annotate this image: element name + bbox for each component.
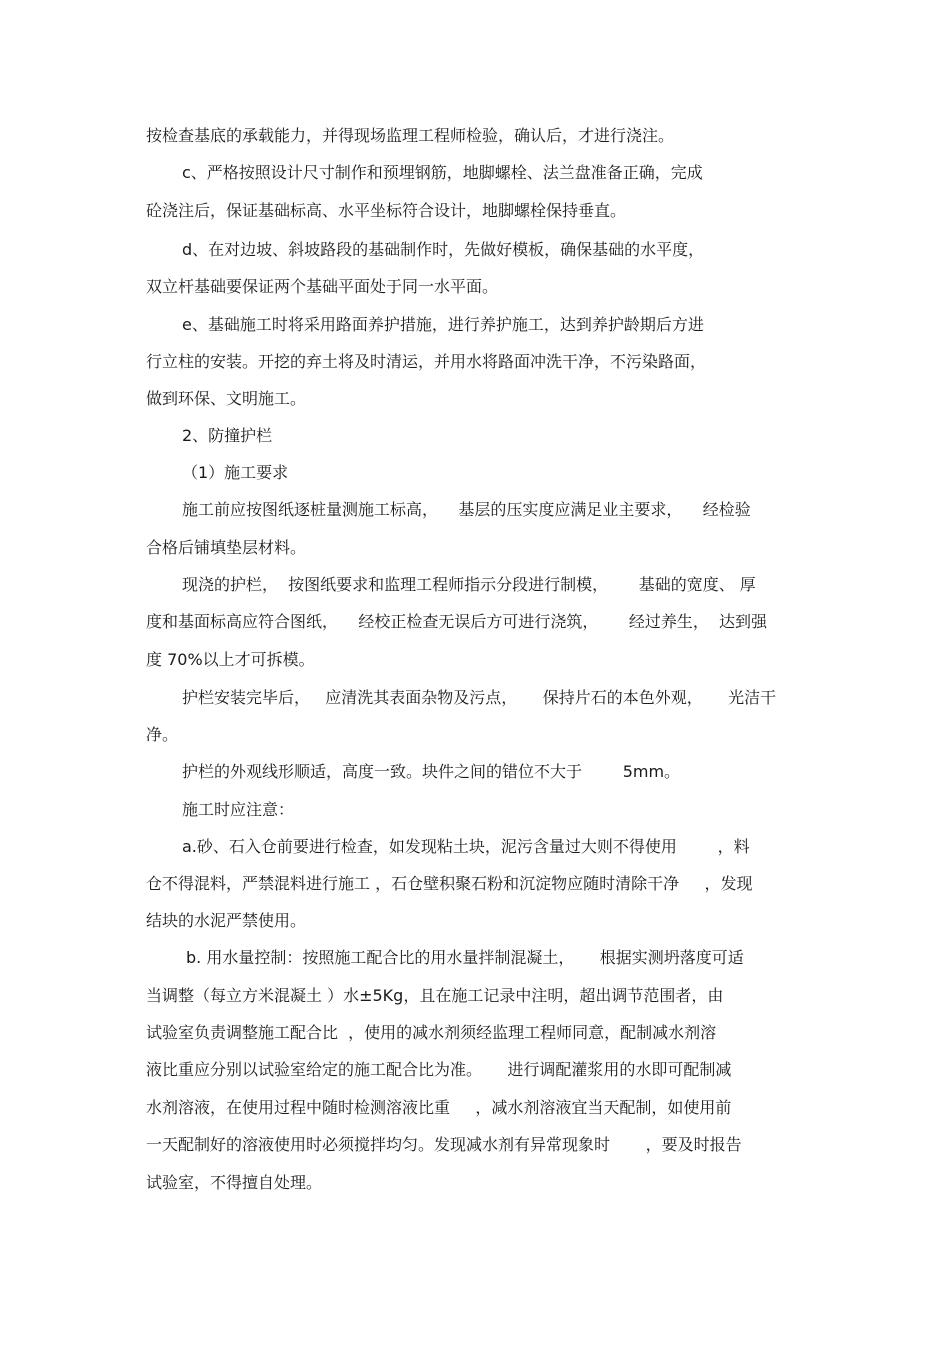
text-line: 一天配制好的溶液使用时必须搅拌均匀。发现减水剂有异常现象时 ，要及时报告 <box>146 1135 742 1154</box>
text-line: a.砂、石入仓前要进行检查，如发现粘土块，泥污含量过大则不得使用 ，料 <box>182 837 750 856</box>
text-line: 结块的水泥严禁使用。 <box>146 911 307 930</box>
text-line: 行立柱的安装。开挖的弃土将及时清运，并用水将路面冲洗干净，不污染路面， <box>146 352 707 371</box>
text-line: 护栏安装完毕后， 应清洗其表面杂物及污点， 保持片石的本色外观， 光洁干 <box>182 688 777 707</box>
text-line: 护栏的外观线形顺适，高度一致。块件之间的错位不大于 5mm。 <box>182 762 681 781</box>
text-line: c、严格按照设计尺寸制作和预埋钢筋，地脚螺栓、法兰盘准备正确，完成 <box>182 163 703 182</box>
text-line: b. 用水量控制：按照施工配合比的用水量拌制混凝土， 根据实测坍落度可适 <box>186 948 744 967</box>
text-line: 仓不得混料，严禁混料进行施工 ，石仓壁积聚石粉和沉淀物应随时清除干净 ，发现 <box>146 874 753 893</box>
text-line: 当调整（每立方米混凝土 ）水±5Kg，且在施工记录中注明，超出调节范围者，由 <box>146 986 724 1005</box>
text-line: 液比重应分别以试验室给定的施工配合比为准。 进行调配灌浆用的水即可配制减 <box>146 1060 732 1079</box>
text-line: 试验室负责调整施工配合比 ，使用的减水剂须经监理工程师同意，配制减水剂溶 <box>146 1023 717 1042</box>
subsection-heading: （1）施工要求 <box>182 463 289 482</box>
section-heading: 2、防撞护栏 <box>182 426 273 445</box>
text-line: 做到环保、文明施工。 <box>146 389 307 408</box>
text-line: 合格后铺填垫层材料。 <box>146 538 307 557</box>
text-line: 试验室，不得擅自处理。 <box>146 1173 323 1192</box>
text-line: 度 70%以上才可拆模。 <box>146 650 315 669</box>
text-line: 现浇的护栏， 按图纸要求和监理工程师指示分段进行制模， 基础的宽度、 厚 <box>182 575 756 594</box>
text-line: 水剂溶液，在使用过程中随时检测溶液比重 ，减水剂溶液宜当天配制，如使用前 <box>146 1098 732 1117</box>
text-line: d、在对边坡、斜坡路段的基础制作时，先做好模板，确保基础的水平度， <box>182 240 705 259</box>
text-line: 施工前应按图纸逐桩量测施工标高， 基层的压实度应满足业主要求， 经检验 <box>182 500 751 519</box>
text-line: 砼浇注后，保证基础标高、水平坐标符合设计，地脚螺栓保持垂直。 <box>146 201 627 220</box>
text-line: 双立杆基础要保证两个基础平面处于同一水平面。 <box>146 277 499 296</box>
text-line: 净。 <box>146 725 179 744</box>
text-line: 按检查基底的承载能力，并得现场监理工程师检验，确认后，才进行浇注。 <box>146 126 675 145</box>
text-line: e、基础施工时将采用路面养护措施，进行养护施工，达到养护龄期后方进 <box>182 315 704 334</box>
text-line: 度和基面标高应符合图纸， 经校正检查无误后方可进行浇筑， 经过养生， 达到强 <box>146 612 768 631</box>
text-line: 施工时应注意： <box>182 800 295 819</box>
